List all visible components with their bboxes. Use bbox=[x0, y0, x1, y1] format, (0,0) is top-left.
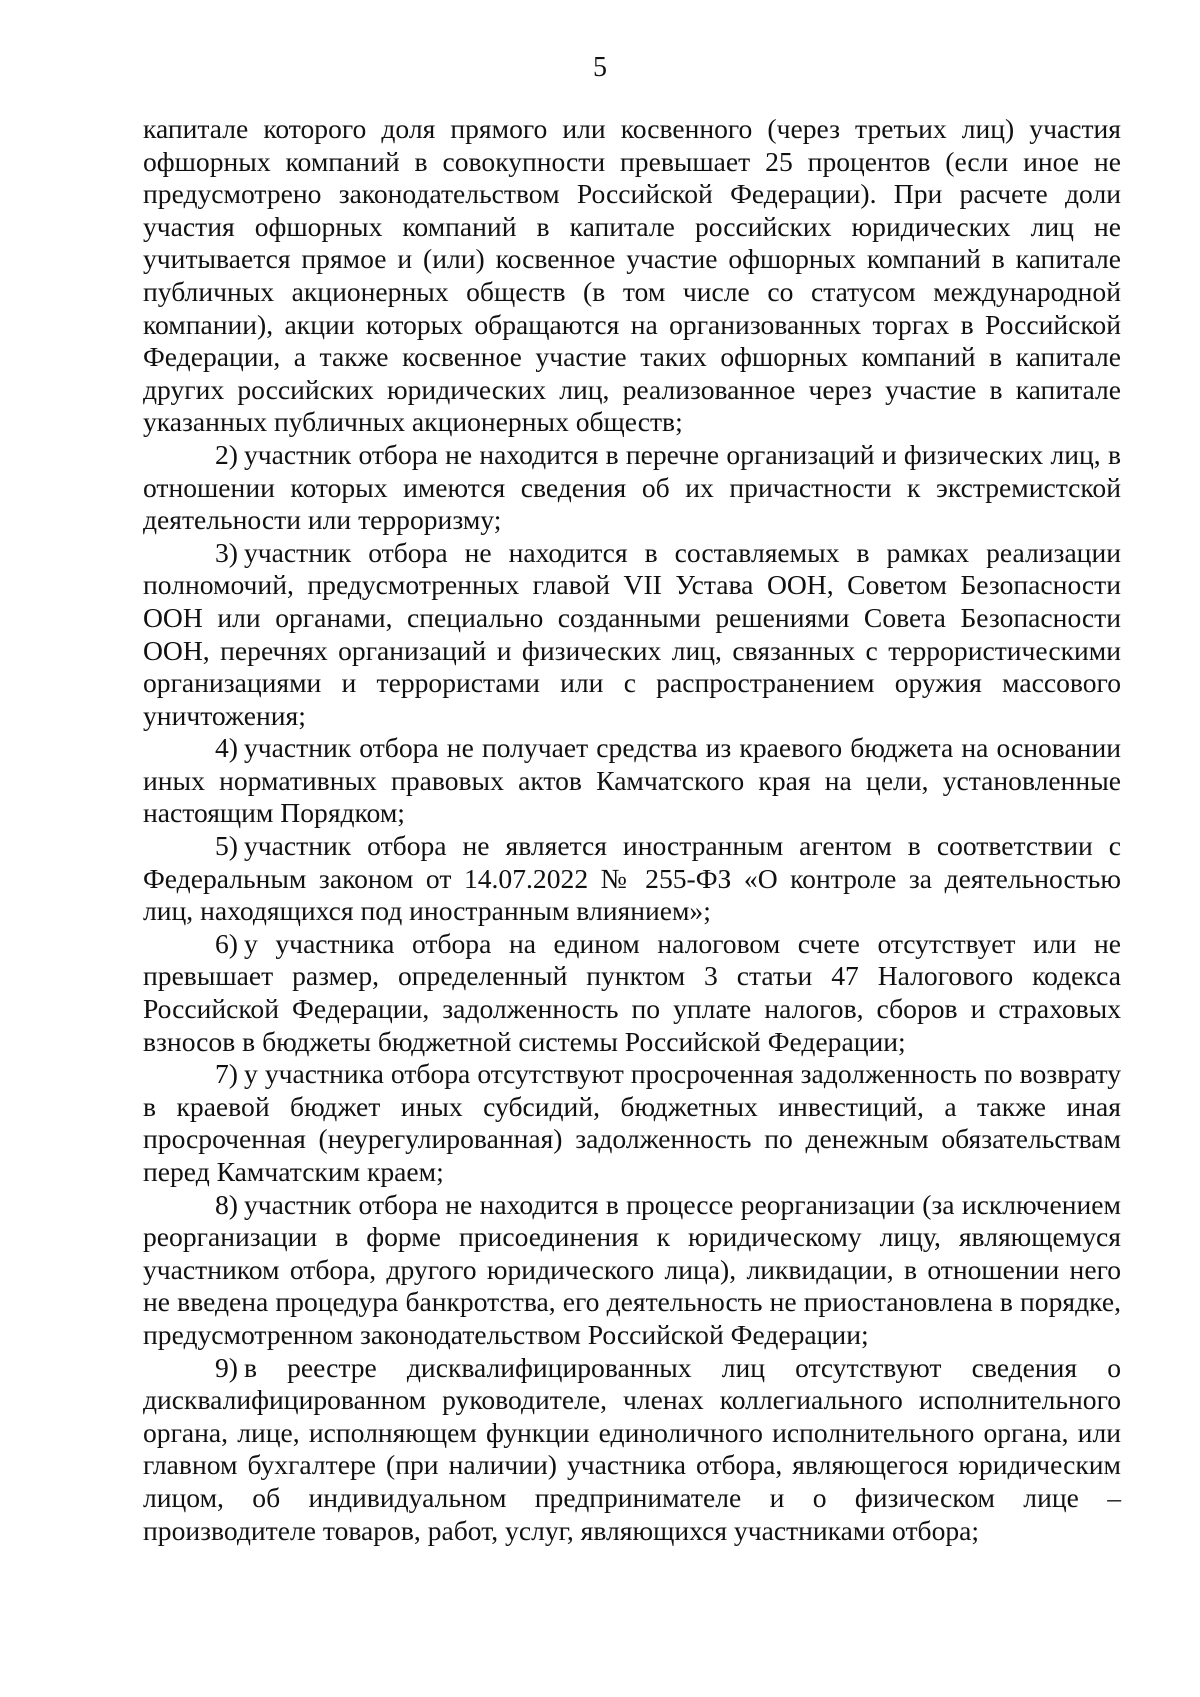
list-item-text: в реестре дисквалифицированных лиц отсутствуют сведения о дисквалифицированном руководителе, членах коллегиального исполнительного органа, лице, исполняющем функции единоличного исполнительного органа, или главном бухгалтере (при наличии) участника отбора, являющегося юридическим лицом, об индивидуальном предпринимателе и о физическом лице – производителе товаров, работ, услуг, являющихся участниками отбора; bbox=[143, 1351, 1121, 1546]
list-item-5 bbox=[143, 830, 1121, 928]
list-item-text: участник отбора не является иностранным агентом в соответствии с Федеральным законом от 14.07.2022 № 255-ФЗ «О контроле за деятельностью лиц, находящихся под иностранным влиянием»; bbox=[143, 830, 1121, 927]
list-item-number: 9) bbox=[215, 1351, 238, 1383]
list-item-7 bbox=[143, 1058, 1121, 1188]
list-item-number: 8) bbox=[215, 1188, 238, 1220]
document-body bbox=[143, 113, 1121, 1547]
list-item-text: у участника отбора на едином налоговом счете отсутствует или не превышает размер, определенный пунктом 3 статьи 47 Налогового кодекса Российской Федерации, задолженность по уплате налогов, сборов и страховых взносов в бюджеты бюджетной системы Российской Федерации; bbox=[143, 927, 1121, 1057]
list-item-number: 5) bbox=[215, 830, 238, 862]
list-item-text: участник отбора не находится в составляемых в рамках реализации полномочий, предусмотренных главой VII Устава ООН, Советом Безопасности ООН или органами, специально созданными решениями Совета Безопасности ООН, перечнях организаций и физических лиц, связанных с террористическими организациями и террористами или с распространением оружия массового уничтожения; bbox=[143, 536, 1121, 731]
list-item-number: 3) bbox=[215, 536, 238, 568]
list-item-number: 2) bbox=[215, 438, 238, 470]
list-item-6 bbox=[143, 928, 1121, 1058]
page-number: 5 bbox=[593, 52, 607, 83]
list-item-text: у участника отбора отсутствуют просроченная задолженность по возврату в краевой бюджет иных субсидий, бюджетных инвестиций, а также иная просроченная (неурегулированная) задолженность по денежным обязательствам перед Камчатским краем; bbox=[143, 1058, 1121, 1187]
paragraph-continuation bbox=[143, 113, 1121, 439]
list-item-number: 6) bbox=[215, 927, 238, 959]
list-item-number: 7) bbox=[215, 1058, 238, 1090]
list-item-4 bbox=[143, 732, 1121, 830]
list-item-text: участник отбора не получает средства из краевого бюджета на основании иных нормативных правовых актов Камчатского края на цели, установленные настоящим Порядком; bbox=[143, 732, 1121, 829]
list-item-text: участник отбора не находится в перечне организаций и физических лиц, в отношении которых имеются сведения об их причастности к экстремистской деятельности или терроризму; bbox=[143, 438, 1121, 536]
list-item-3 bbox=[143, 537, 1121, 733]
list-item-8 bbox=[143, 1189, 1121, 1352]
list-item-9 bbox=[143, 1352, 1121, 1548]
list-item-2 bbox=[143, 439, 1121, 537]
list-item-number: 4) bbox=[215, 732, 238, 764]
list-item-text: участник отбора не находится в процессе реорганизации (за исключением реорганизации в форме присоединения к юридическому лицу, являющемуся участником отбора, другого юридического лица), ликвидации, в отношении него не введена процедура банкротства, его деятельность не приостановлена в порядке, предусмотренном законодательством Российской Федерации; bbox=[143, 1188, 1121, 1350]
paragraph-text: капитале которого доля прямого или косвенного (через третьих лиц) участия офшорных компаний в совокупности превышает 25 процентов (если иное не предусмотрено законодательством Российской Федерации). При расчете доли участия офшорных компаний в капитале российских юридических лиц не учитывается прямое и (или) косвенное участие офшорных компаний в капитале публичных акционерных обществ (в том числе со статусом международной компании), акции которых обращаются на организованных торгах в Российской Федерации, а также косвенное участие таких офшорных компаний в капитале других российских юридических лиц, реализованное через участие в капитале указанных публичных акционерных обществ; bbox=[143, 113, 1121, 438]
